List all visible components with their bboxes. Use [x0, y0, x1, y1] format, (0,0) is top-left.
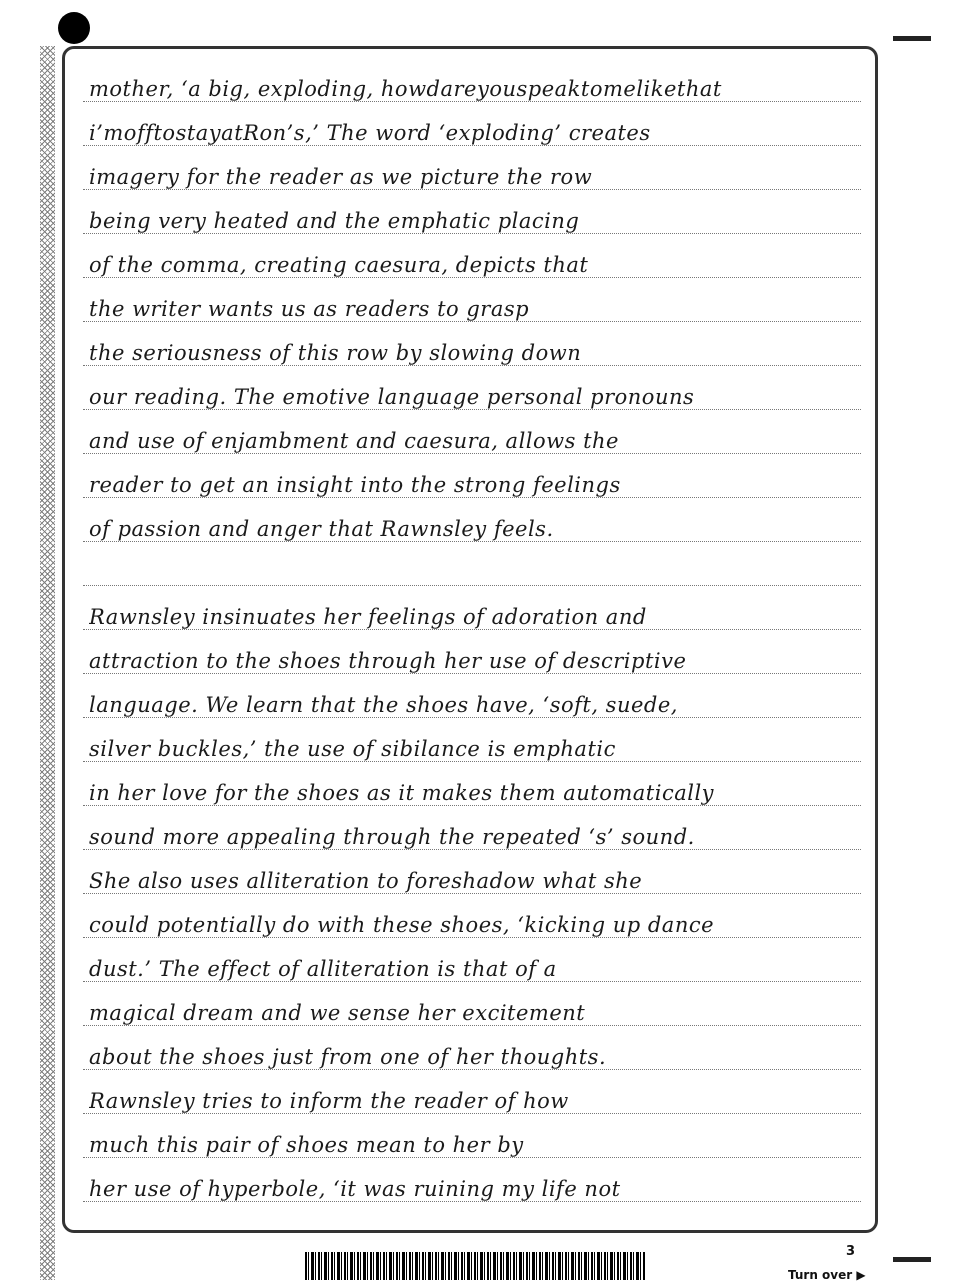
handwritten-line: the seriousness of this row by slowing down [89, 341, 582, 365]
handwritten-line: of the comma, creating caesura, depicts that [89, 253, 589, 277]
handwritten-line: in her love for the shoes as it makes them automatically [89, 781, 715, 805]
handwritten-line: being very heated and the emphatic placing [89, 209, 580, 233]
handwritten-line: attraction to the shoes through her use of descriptive [89, 649, 687, 673]
handwritten-line: silver buckles,’ the use of sibilance is emphatic [89, 737, 616, 761]
handwritten-line: imagery for the reader as we picture the row [89, 165, 593, 189]
handwritten-line: i’mofftostayatRon’s,’ The word ‘exploding’ creates [89, 121, 651, 145]
handwritten-line: sound more appealing through the repeated ‘s’ sound. [89, 825, 695, 849]
handwritten-line: Rawnsley tries to inform the reader of how [89, 1089, 569, 1113]
top-edge-mark [893, 36, 931, 41]
handwritten-line: Rawnsley insinuates her feelings of adoration and [89, 605, 647, 629]
bottom-edge-mark [893, 1257, 931, 1262]
handwritten-line: of passion and anger that Rawnsley feels. [89, 517, 554, 541]
handwritten-line: She also uses alliteration to foreshadow what she [89, 869, 643, 893]
handwritten-line: her use of hyperbole, ‘it was ruining my life not [89, 1177, 621, 1201]
page-number: 3 [846, 1244, 856, 1259]
handwritten-line: our reading. The emotive language personal pronouns [89, 385, 695, 409]
handwritten-line: mother, ‘a big, exploding, howdareyouspeaktomelikethat [89, 77, 722, 101]
handwritten-line: dust.’ The effect of alliteration is that of a [89, 957, 557, 981]
handwritten-line: language. We learn that the shoes have, ‘soft, suede, [89, 693, 678, 717]
handwritten-line: about the shoes just from one of her thoughts. [89, 1045, 607, 1069]
registration-mark [58, 12, 90, 44]
handwritten-line: the writer wants us as readers to grasp [89, 297, 530, 321]
handwritten-line: could potentially do with these shoes, ‘kicking up dance [89, 913, 715, 937]
handwritten-line: and use of enjambment and caesura, allows the [89, 429, 619, 453]
handwritten-line: magical dream and we sense her excitement [89, 1001, 586, 1025]
answer-box [62, 46, 878, 1233]
barcode [305, 1252, 645, 1280]
margin-hatch-strip [40, 46, 55, 1280]
turn-over-label: Turn over ▶ [788, 1268, 866, 1282]
ruled-line [83, 585, 861, 586]
handwritten-line: much this pair of shoes mean to her by [89, 1133, 524, 1157]
handwritten-line: reader to get an insight into the strong feelings [89, 473, 621, 497]
